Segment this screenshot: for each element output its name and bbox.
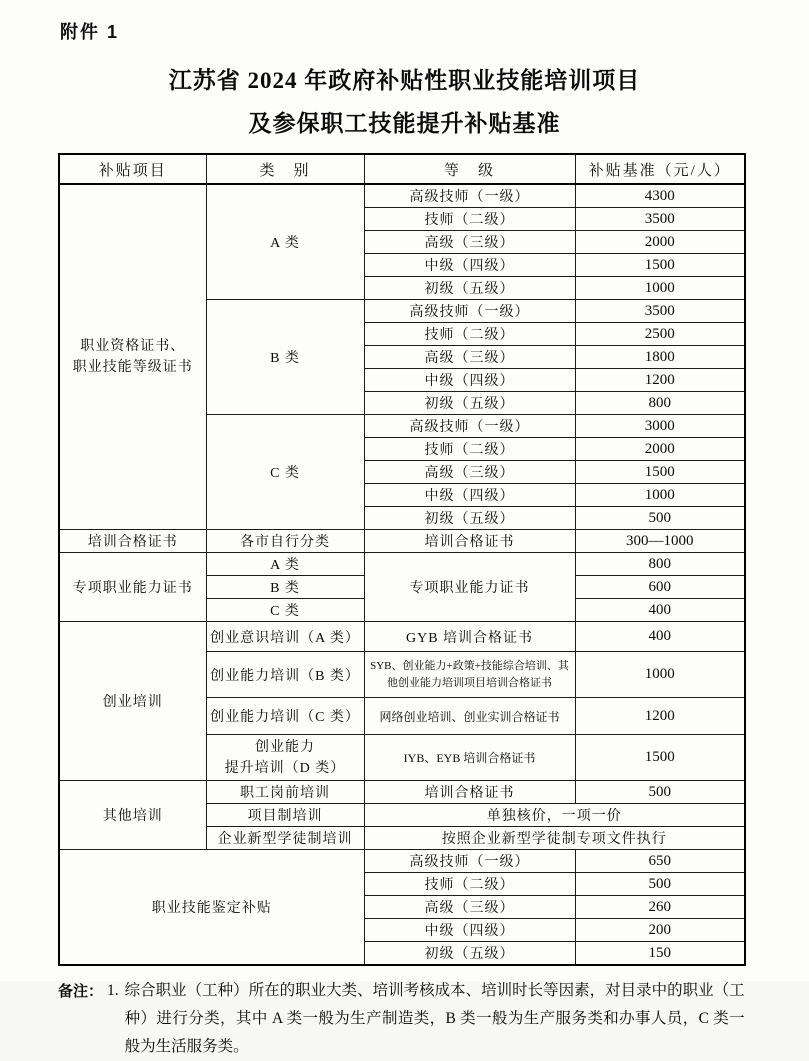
table-row [59,850,745,873]
cell-note: 按照企业新型学徒制专项文件执行 [364,827,745,850]
cell-grade: IYB、EYB 培训合格证书 [364,735,575,781]
cell-value: 500 [575,507,745,530]
cell-value: 1000 [575,652,745,698]
table-row [59,781,745,804]
cell-value: 1000 [575,484,745,507]
cell-grade: 高级技师（一级） [364,415,575,438]
cell-value: 300—1000 [575,530,745,553]
cell-project-other: 其他培训 [59,781,206,850]
cell-value: 3000 [575,415,745,438]
cell-value: 500 [575,781,745,804]
footnote-number: 1. [107,982,119,1000]
cell-value: 1500 [575,735,745,781]
cell-class-c: C 类 [206,415,364,530]
category-line-2: 提升培训（D 类） [224,760,346,776]
header-standard: 补贴基准（元/人） [575,154,745,184]
cell-project-special-ability: 专项职业能力证书 [59,553,206,622]
cell-grade: 高级（三级） [364,896,575,919]
cell-grade: 中级（四级） [364,369,575,392]
cell-class-b: B 类 [206,576,364,599]
table-row [59,530,745,553]
table-row [59,553,745,576]
cell-grade: 高级（三级） [364,231,575,254]
cell-value: 4300 [575,184,745,208]
project-line-2: 职业技能等级证书 [72,360,193,376]
cell-value: 2500 [575,323,745,346]
cell-value: 1000 [575,277,745,300]
cell-grade: SYB、创业能力+政策+技能综合培训、其他创业能力培训项目培训合格证书 [364,652,575,698]
cell-value: 260 [575,896,745,919]
cell-value: 800 [575,392,745,415]
cell-grade: 技师（二级） [364,873,575,896]
title-line-2: 及参保职工技能提升补贴基准 [248,110,561,136]
cell-grade-special-ability: 专项职业能力证书 [364,553,575,622]
subsidy-table [58,153,746,966]
cell-project-entrepreneurship: 创业培训 [59,622,206,781]
cell-class-b: B 类 [206,300,364,415]
cell-project-certificates [59,184,206,530]
cell-category: 职工岗前培训 [206,781,364,804]
category-line-1: 创业能力 [255,739,315,755]
cell-value: 800 [575,553,745,576]
cell-value: 1500 [575,461,745,484]
cell-grade: GYB 培训合格证书 [364,622,575,652]
cell-grade: 初级（五级） [364,277,575,300]
header-grade: 等 级 [364,154,575,184]
cell-category: 各市自行分类 [206,530,364,553]
cell-project-training-cert: 培训合格证书 [59,530,206,553]
cell-value: 650 [575,850,745,873]
table-row [59,622,745,652]
cell-grade: 初级（五级） [364,507,575,530]
header-project: 补贴项目 [59,154,206,184]
cell-category: 项目制培训 [206,804,364,827]
cell-value: 200 [575,919,745,942]
cell-grade: 中级（四级） [364,254,575,277]
footnote-label: 备注： [58,983,104,1001]
cell-class-a: A 类 [206,184,364,300]
attachment-label: 附件 1 [60,22,120,42]
cell-value: 3500 [575,208,745,231]
cell-category: 创业意识培训（A 类） [206,622,364,652]
cell-note: 单独核价，一项一价 [364,804,745,827]
cell-grade: 中级（四级） [364,484,575,507]
cell-value: 1200 [575,698,745,735]
document-title [58,60,751,145]
cell-category-d-class [206,735,364,781]
cell-value: 500 [575,873,745,896]
cell-class-a: A 类 [206,553,364,576]
cell-value: 400 [575,622,745,652]
cell-grade: 初级（五级） [364,392,575,415]
table-header-row [59,154,745,184]
table-row [59,184,745,208]
cell-value: 400 [575,599,745,622]
cell-grade: 技师（二级） [364,208,575,231]
cell-grade: 中级（四级） [364,919,575,942]
cell-grade: 高级技师（一级） [364,184,575,208]
cell-category: 企业新型学徒制培训 [206,827,364,850]
cell-grade: 高级技师（一级） [364,850,575,873]
cell-value: 2000 [575,438,745,461]
cell-value: 2000 [575,231,745,254]
cell-grade: 培训合格证书 [364,781,575,804]
cell-grade: 高级（三级） [364,346,575,369]
cell-value: 1800 [575,346,745,369]
cell-class-c: C 类 [206,599,364,622]
header-category: 类 别 [206,154,364,184]
cell-value: 3500 [575,300,745,323]
cell-value: 150 [575,942,745,966]
cell-grade: 技师（二级） [364,438,575,461]
cell-grade: 培训合格证书 [364,530,575,553]
cell-grade: 技师（二级） [364,323,575,346]
footnote [58,977,751,1061]
cell-category: 创业能力培训（C 类） [206,698,364,735]
cell-grade: 高级技师（一级） [364,300,575,323]
title-line-1: 江苏省 2024 年政府补贴性职业技能培训项目 [168,68,641,93]
cell-value: 1500 [575,254,745,277]
cell-grade: 网络创业培训、创业实训合格证书 [364,698,575,735]
cell-grade: 高级（三级） [364,461,575,484]
footnote-text: 综合职业（工种）所在的职业大类、培训考核成本、培训时长等因素，对目录中的职业（工种）进行分类，其中 A 类一般为生产制造类，B 类一般为生产服务类和办事人员，C 类一般为生活服务类。 [124,982,745,1055]
cell-grade: 初级（五级） [364,942,575,966]
cell-project-appraisal: 职业技能鉴定补贴 [59,850,364,966]
cell-category: 创业能力培训（B 类） [206,652,364,698]
project-line-1: 职业资格证书、 [80,339,186,355]
cell-value: 1200 [575,369,745,392]
cell-value: 600 [575,576,745,599]
